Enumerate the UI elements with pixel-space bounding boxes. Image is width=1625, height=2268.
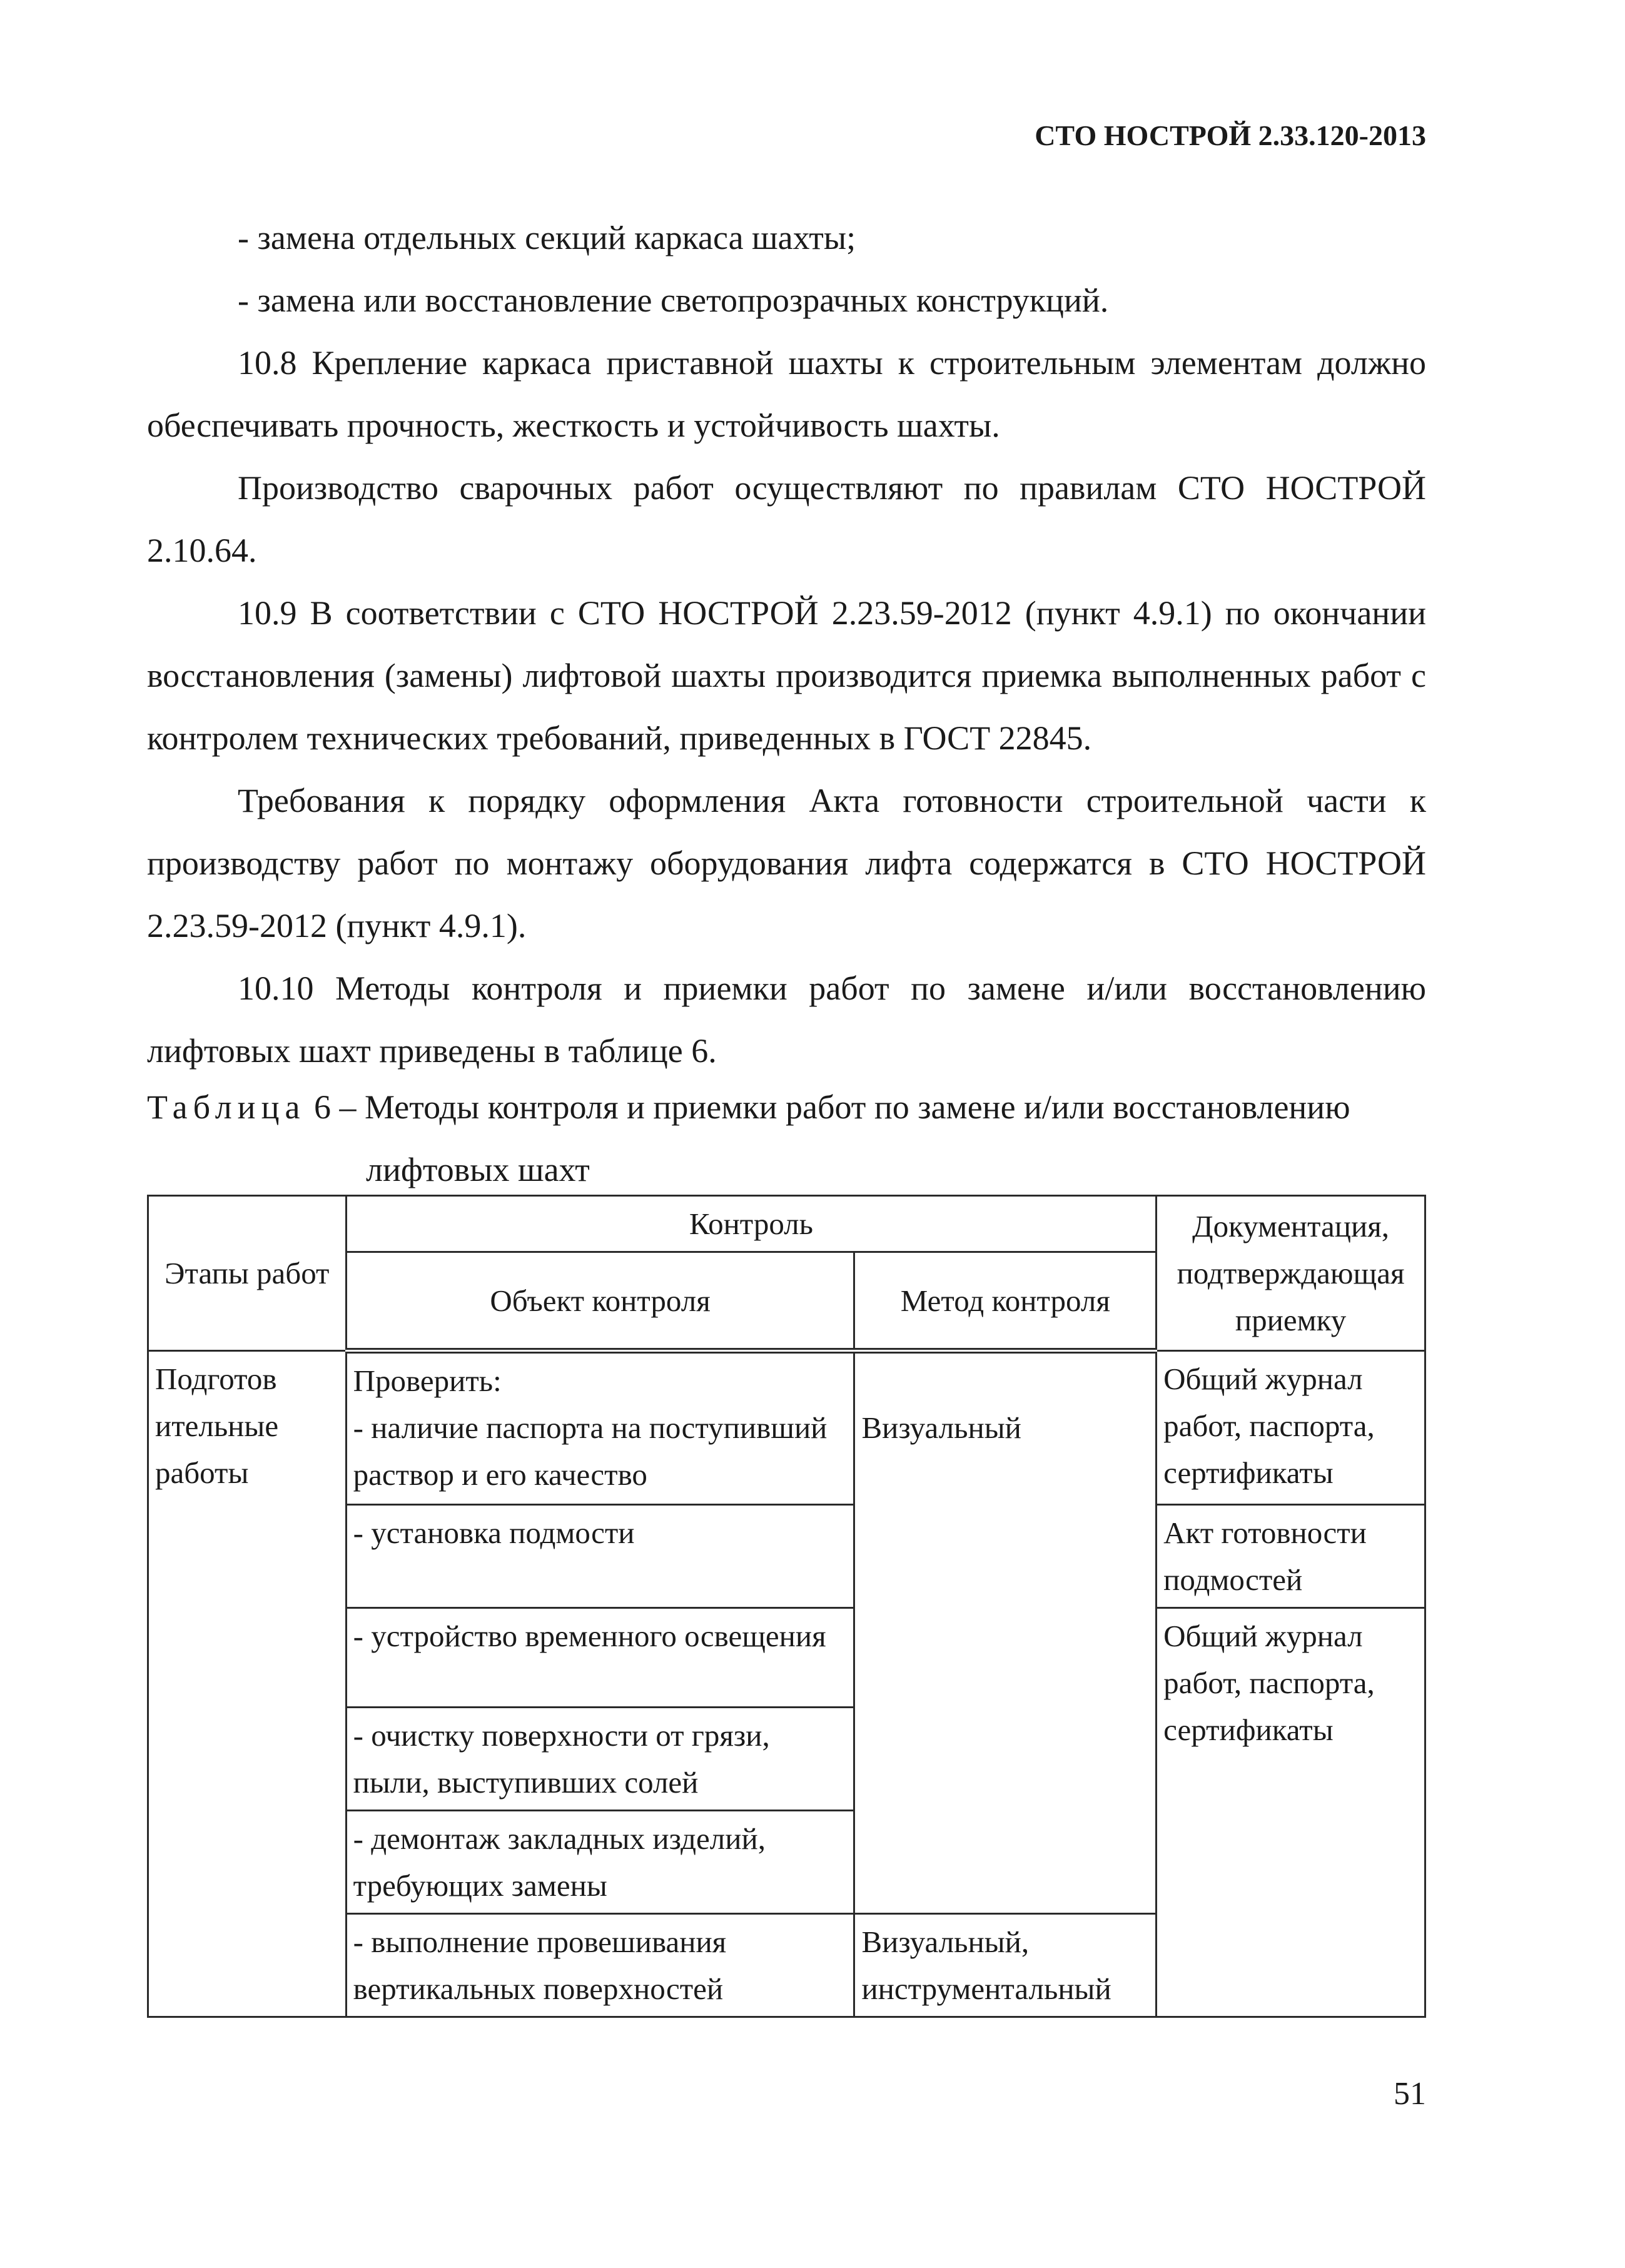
- table-caption-label: Таблица: [147, 1088, 306, 1126]
- cell-method: [854, 1351, 1157, 1914]
- cell-object: - выполнение провешивания вертикальных поверхностей: [346, 1914, 854, 2017]
- method-text: Визуальный: [861, 1410, 1021, 1445]
- cell-object: - устройство временного освещения: [346, 1608, 854, 1708]
- table-caption-text: 6 – Методы контроля и приемки работ по замене и/или восстановлению: [313, 1088, 1350, 1126]
- stage-text: Подготовительные работы: [155, 1362, 279, 1490]
- body-text: [147, 206, 1426, 1082]
- header-stages: Этапы работ: [148, 1196, 347, 1351]
- header-object: Объект контроля: [346, 1252, 854, 1351]
- paragraph: 10.9 В соответствии с СТО НОСТРОЙ 2.23.59-2012 (пункт 4.9.1) по окончании восстановления (замены) лифтовой шахты производится приемка выполненных работ с контролем технических требований, приведенных в ГОСТ 22845.: [147, 594, 1426, 757]
- paragraph: Производство сварочных работ осуществляют по правилам СТО НОСТРОЙ 2.10.64.: [147, 469, 1426, 569]
- paragraph: 10.10 Методы контроля и приемки работ по замене и/или восстановлению лифтовых шахт приведены в таблице 6.: [147, 969, 1426, 1070]
- header-documentation: Документация, подтверждающая приемку: [1157, 1196, 1425, 1351]
- cell-documentation: Общий журнал работ, паспорта, сертификаты: [1157, 1351, 1425, 1505]
- paragraph: 10.8 Крепление каркаса приставной шахты к строительным элементам должно обеспечивать прочность, жесткость и устойчивость шахты.: [147, 344, 1426, 444]
- table-caption: [147, 1076, 1426, 1201]
- table-caption-continuation: лифтовых шахт: [366, 1151, 590, 1188]
- cell-stage: [148, 1351, 347, 2017]
- cell-documentation: Акт готовности подмостей: [1157, 1505, 1425, 1608]
- paragraph: Требования к порядку оформления Акта готовности строительной части к производству работ по монтажу оборудования лифта содержатся в СТО НОСТРОЙ 2.23.59-2012 (пункт 4.9.1).: [147, 782, 1426, 944]
- header-method: Метод контроля: [854, 1252, 1157, 1351]
- table-row: [148, 1351, 1425, 1505]
- cell-method: Визуальный, инструментальный: [854, 1914, 1157, 2017]
- control-methods-table: [147, 1195, 1426, 2018]
- page-number: 51: [1394, 2076, 1426, 2112]
- cell-object: Проверить: - наличие паспорта на поступивший раствор и его качество: [346, 1351, 854, 1505]
- document-code-header: СТО НОСТРОЙ 2.33.120-2013: [1035, 119, 1426, 151]
- paragraph: - замена отдельных секций каркаса шахты;: [238, 219, 856, 256]
- paragraph: - замена или восстановление светопрозрачных конструкций.: [238, 281, 1109, 319]
- header-control: Контроль: [346, 1196, 1157, 1252]
- cell-object: - установка подмости: [346, 1505, 854, 1608]
- cell-object: - очистку поверхности от грязи, пыли, выступивших солей: [346, 1708, 854, 1811]
- cell-object: - демонтаж закладных изделий, требующих замены: [346, 1811, 854, 1914]
- cell-documentation: Общий журнал работ, паспорта, сертификаты: [1157, 1608, 1425, 2017]
